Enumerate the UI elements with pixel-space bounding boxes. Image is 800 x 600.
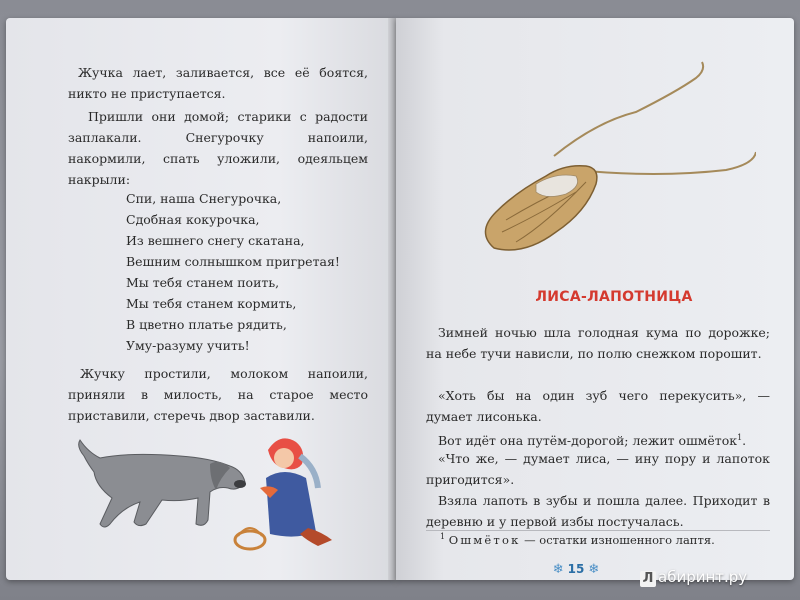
page-number-value: 15 [567, 562, 585, 576]
verse-line: В цветно платье рядить, [126, 317, 287, 332]
verse-block [126, 188, 340, 356]
verse-line: Уму-разуму учить! [126, 338, 250, 353]
footnote [440, 532, 770, 547]
right-paragraph-3-text: Вот идёт она путём-дорогой; лежит ошмёток [438, 433, 738, 449]
right-paragraph-4: «Что же, — думает лиса, — ину пору и лапоток пригодится». [426, 451, 770, 487]
dog-and-girl-illustration [70, 428, 360, 558]
right-paragraph-2: «Хоть бы на один зуб чего перекусить», — думает лисонька. [426, 388, 770, 424]
left-paragraph-1-text: Жучка лает, заливается, все её боятся, никто не приступается. [68, 65, 368, 101]
shoe-body [485, 166, 596, 250]
story-title: ЛИСА-ЛАПОТНИЦА [535, 289, 693, 305]
right-paragraph-5: Взяла лапоть в зубы и пошла далее. Приходит в деревню и у первой избы постучалась. [426, 493, 770, 529]
verse-line: Спи, наша Снегурочка, [126, 191, 282, 206]
verse-line: Из вешнего снегу скатана, [126, 233, 305, 248]
verse-line: Сдобная кокурочка, [126, 212, 260, 227]
verse-line: Вешним солнышком пригретая! [126, 254, 340, 269]
left-paragraph-3: Жучку простили, молоком напоили, приняли в милость, на старое место приставили, стеречь двор заставили. [68, 366, 368, 423]
watermark-text: абиринт.ру [658, 568, 748, 586]
bast-shoe-illustration [436, 52, 756, 262]
left-page [6, 18, 396, 580]
right-page [396, 18, 794, 580]
left-paragraph-1 [68, 62, 368, 104]
snowflake-icon: ❄ [552, 562, 564, 577]
footnote-ref: 1 [737, 433, 743, 442]
dog-figure [79, 440, 246, 527]
footnote-term: Ошмёток [448, 532, 521, 547]
right-paragraph-1: Зимней ночью шла голодная кума по дорожке; на небе тучи нависли, по полю снежком порошит. [426, 325, 770, 361]
girl-figure [235, 438, 332, 549]
snowflake-icon: ❄ [588, 562, 600, 577]
footnote-divider [426, 530, 770, 531]
footnote-definition: — остатки изношенного лаптя. [520, 532, 715, 547]
right-paragraph-3-end: . [742, 433, 747, 449]
left-paragraph-2: Пришли они домой; старики с радости заплакали. Снегурочку напоили, накормили, спать уложили, одеяльцем накрыли: [68, 109, 368, 187]
labirint-watermark [640, 568, 747, 587]
verse-line: Мы тебя станем кормить, [126, 296, 297, 311]
verse-line: Мы тебя станем поить, [126, 275, 280, 290]
footnote-mark: 1 [440, 532, 446, 541]
labirint-logo-icon: Л [640, 571, 656, 587]
page-number [536, 562, 616, 577]
